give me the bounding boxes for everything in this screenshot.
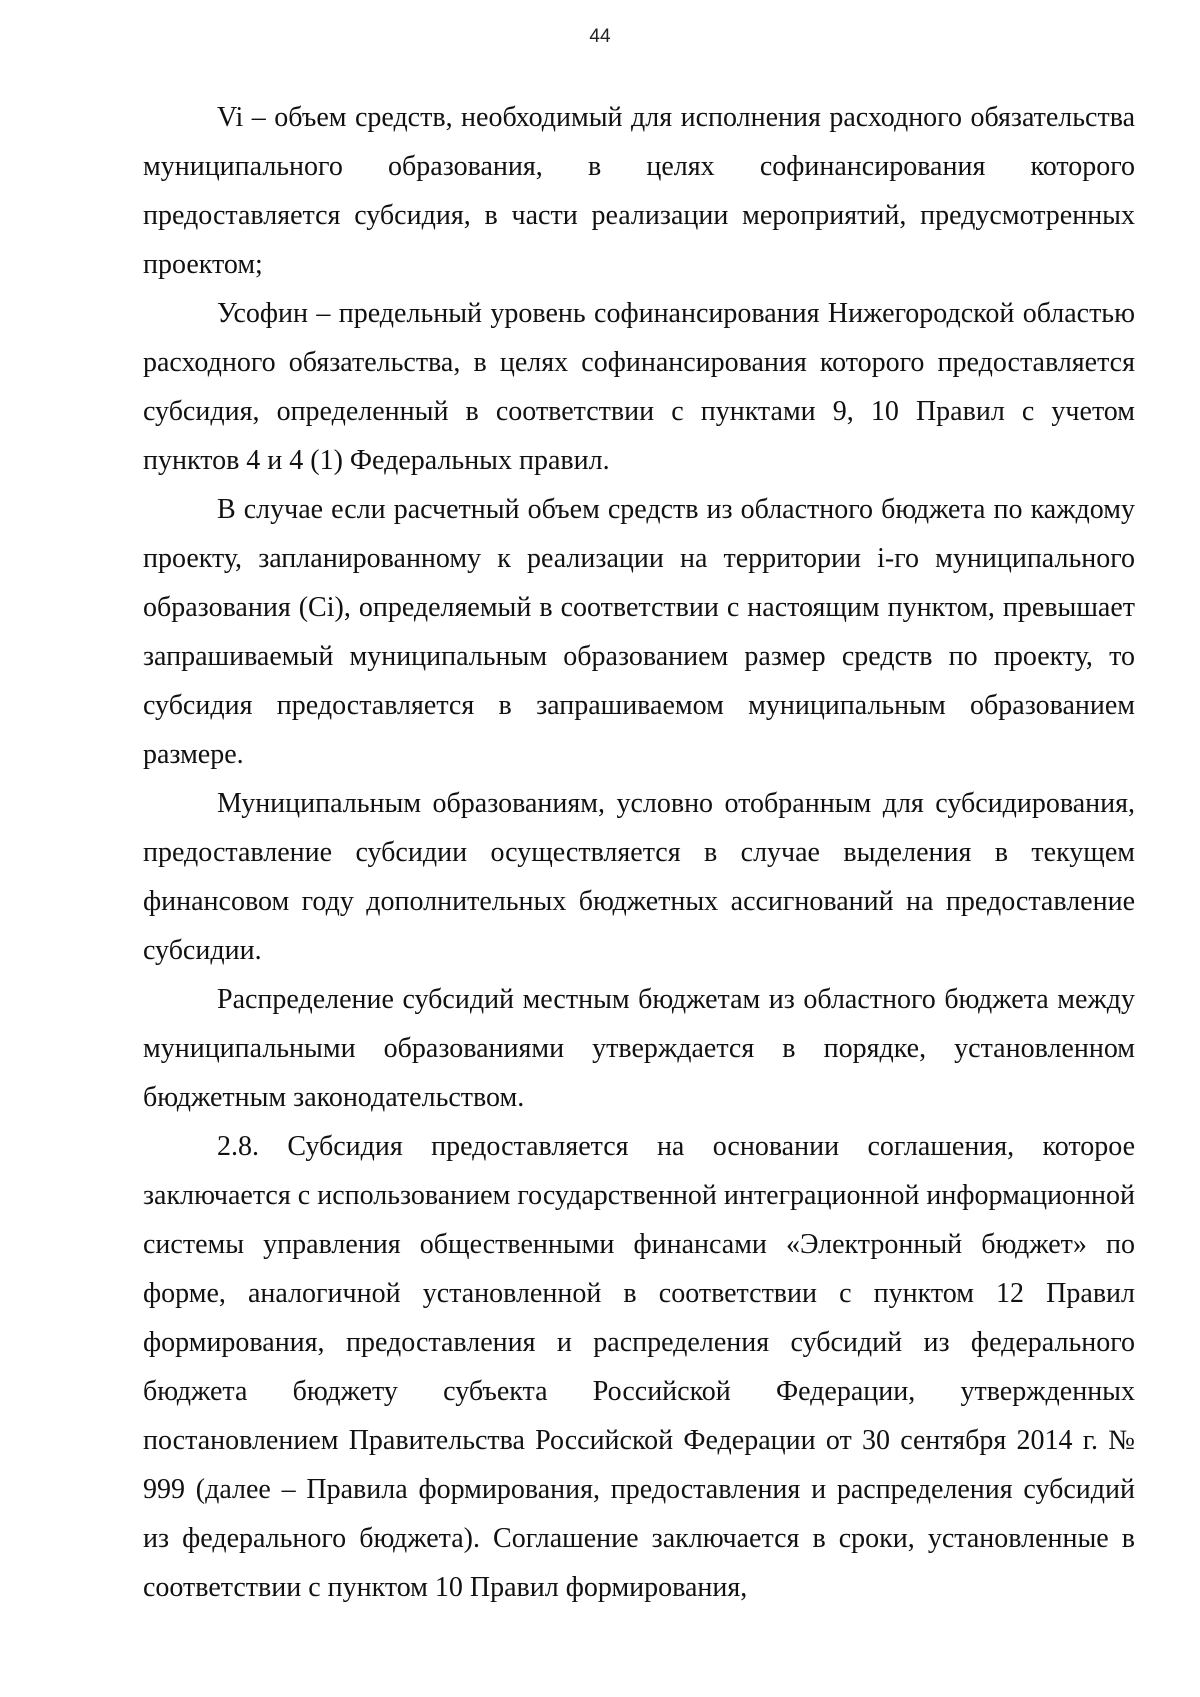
page-number: 44: [589, 26, 611, 47]
paragraph-distribution: Распределение субсидий местным бюджетам из областного бюджета между муниципальными образованиями утверждается в порядке, установленном бюджетным законодательством.: [143, 984, 1135, 1113]
document-body: [143, 93, 1135, 1612]
paragraph-usofin-definition: Усофин – предельный уровень софинансирования Нижегородской областью расходного обязательства, в целях софинансирования которого предоставляется субсидия, определенный в соответствии с пунктами 9, 10 Правил с учетом пунктов 4 и 4 (1) Федеральных правил.: [143, 298, 1135, 476]
paragraph-conditional-selection: Муниципальным образованиям, условно отобранным для субсидирования, предоставление субсидии осуществляется в случае выделения в текущем финансовом году дополнительных бюджетных ассигнований на предоставление субсидии.: [143, 788, 1135, 966]
paragraph-vi-definition: Vi – объем средств, необходимый для исполнения расходного обязательства муниципального образования, в целях софинансирования которого предоставляется субсидия, в части реализации мероприятий, предусмотренных проектом;: [143, 102, 1135, 280]
paragraph-subsidy-cap: В случае если расчетный объем средств из областного бюджета по каждому проекту, запланированному к реализации на территории i-го муниципального образования (Ci), определяемый в соответствии с настоящим пунктом, превышает запрашиваемый муниципальным образованием размер средств по проекту, то субсидия предоставляется в запрашиваемом муниципальным образованием размере.: [143, 494, 1135, 770]
paragraph-section-2-8: 2.8. Субсидия предоставляется на основании соглашения, которое заключается с использованием государственной интеграционной информационной системы управления общественными финансами «Электронный бюджет» по форме, аналогичной установленной в соответствии с пунктом 12 Правил формирования, предоставления и распределения субсидий из федерального бюджета бюджету субъекта Российской Федерации, утвержденных постановлением Правительства Российской Федерации от 30 сентября 2014 г. № 999 (далее – Правила формирования, предоставления и распределения субсидий из федерального бюджета). Соглашение заключается в сроки, установленные в соответствии с пунктом 10 Правил формирования,: [143, 1131, 1135, 1603]
